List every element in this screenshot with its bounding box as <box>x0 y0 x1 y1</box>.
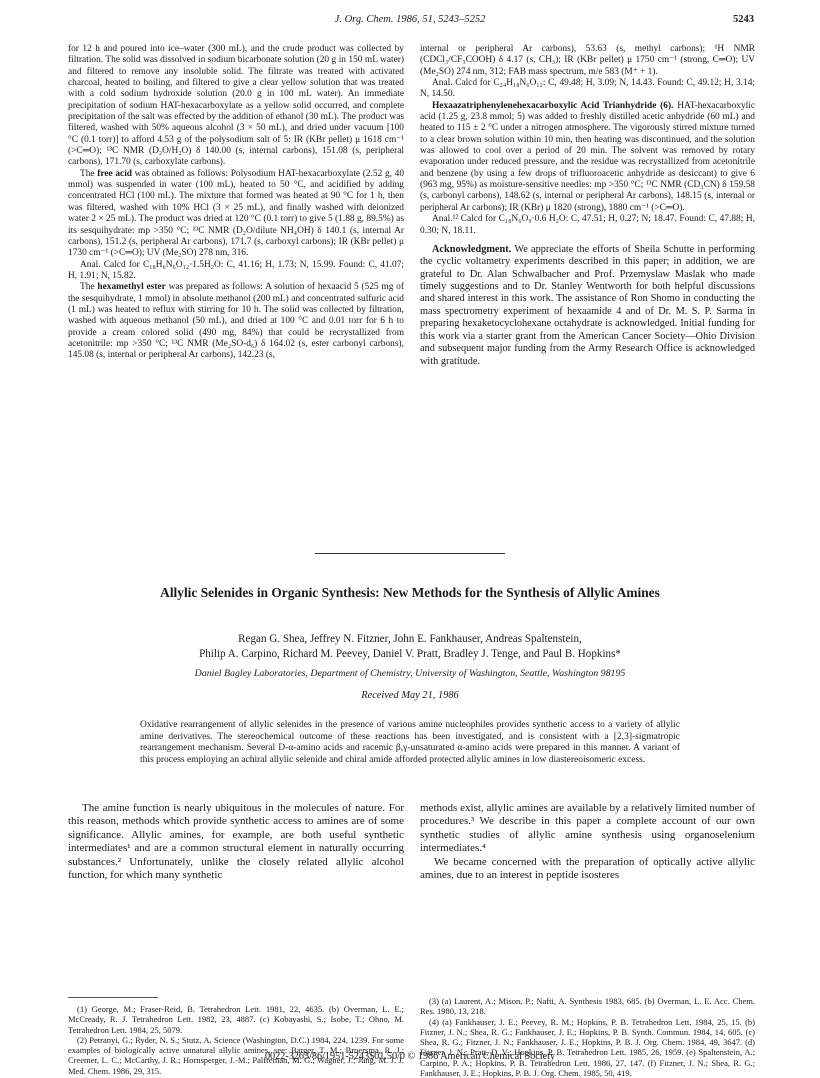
text: was prepared as follows: A solution of hexaacid 5 (525 mg of the sesquihydrate, 1 mmol) in absolute methanol (200 mL) and concentrated sulfuric acid (1 mL) was heated to reflux with stirring for 10 h. The solid was collected by filtration, washed with aqueous methanol (50 mL), and dried at 100 °C and 0.01 torr for 6 h to provide a cream colored solid (490 mg, 84%) that could be recrystallized from acetonitrile: mp >350 °C; ¹³C NMR (Me₂SO-d₆) δ 164.02 (s, ester carbonyl carbons), 145.08 (s, internal or peripheral Ar carbons), 142.23 (s, <box>68 282 404 361</box>
paragraph: for 12 h and poured into ice–water (300 mL), and the crude product was collected by filtration. The solid was dissolved in sodium bicarbonate solution (20 g in 150 mL water) and filtered to remove any insoluble solid. The filtrate was treated with activated charcoal, heated to boiling, and filtered to give a clear yellow solution that was treated with a cold sodium hydroxide solution (20.0 g in 100 mL water). An immediate precipitation of sodium HAT-hexacarboxylate as a yellow solid occurred, and complete precipitation of the salt was effected by the addition of ethanol (30 mL). The product was filtered, washed with 50% aqueous alcohol (3 × 50 mL), and dried under vacuum [100 °C (0.1 torr)] to afford 4.53 g of the polysodium salt of 5: IR (KBr pellet) μ 1618 cm⁻¹ (>C═O); ¹³C NMR (D₂O/H₂O) δ 140.00 (s, internal carbons), 151.08 (s, peripheral carbons), 171.70 (s, carboxylate carbons). <box>68 44 404 168</box>
acknowledgment <box>420 244 755 368</box>
section-divider <box>315 553 505 554</box>
paragraph <box>68 282 404 361</box>
paragraph: We became concerned with the preparation of optically active allylic amines, due to an interest in peptide isosteres <box>420 855 755 882</box>
compound-heading: Hexaazatriphenylenehexacarboxylic Acid Trianhydride (6). <box>432 100 674 111</box>
text: HAT-hexacarboxylic acid (1.25 g, 23.8 mmol; 5) was added to freshly distilled acetic anhydride (60 mL) and heated to 115 ± 2 °C under a nitrogen atmosphere. The vigorously stirred mixture turned to a clear brown solution within 10 min, then heating was discontinued, and the solution was allowed to cool over a period of 20 min. The solvent was removed by rotary evaporation under reduced pressure, and the residue was recrystallized from acetonitrile and benzene (by using a few drops of trifluoroacetic anhydride as desiccant) to give 6 (963 mg, 95%) as moisture-sensitive needles: mp >350 °C; ¹³C NMR (CD₃CN) δ 159.58 (s, carbonyl carbons), 148.62 (s, internal or peripheral Ar carbons), 148.15 (s, internal or peripheral Ar carbons); IR (KBr) μ 1820 (strong), 1880 cm⁻¹ (>C═O). <box>420 100 756 213</box>
text: The <box>80 168 98 179</box>
compound-heading: hexamethyl ester <box>97 282 166 293</box>
compound-heading: free acid <box>97 168 133 179</box>
footnotes-right <box>420 996 755 1078</box>
text: The <box>80 282 98 293</box>
paragraph: Anal. Calcd for C₁₈H₆N₆O₁₂·1.5H₂O: C, 41.16; H, 1.73; N, 15.99. Found: C, 41.07; H, 1.91; N, 15.82. <box>68 259 404 281</box>
page-number: 5243 <box>733 14 754 25</box>
article-title: Allylic Selenides in Organic Synthesis: New Methods for the Synthesis of Allylic Amines <box>160 585 660 600</box>
paragraph: Anal. Calcd for C₂₄H₁₈N₆O₁₂: C, 49.48; H, 3.09; N, 14.43. Found: C, 49.12; H, 3.14; N, 14.50. <box>420 78 755 100</box>
received-date: Received May 21, 1986 <box>361 690 459 701</box>
author-list <box>80 632 740 661</box>
paragraph: internal or peripheral Ar carbons), 53.63 (s, methyl carbons); ¹H NMR (CDCl₃/CF₃COOH) δ 4.17 (s, CH₃); IR (KBr pellet) μ 1750 cm⁻¹ (strong, C═O); UV (Me₂SO) 274 nm, 312; FAB mass spectrum, m/e 583 (M⁺ + 1). <box>420 44 755 77</box>
paragraph: The amine function is nearly ubiquitous in the molecules of nature. For this reason, methods which provide synthetic access to amines are of some significance. Allylic amines, for example, are both useful synthetic intermediates¹ and are a common structural element in naturally occurring substances.² Unfortunately, unlike the closely related allylic alcohol function, for which many synthetic <box>68 802 404 882</box>
footnotes-left <box>68 1004 404 1076</box>
footnote: (3) (a) Laurent, A.; Mison, P.; Nafti, A. Synthesis 1983, 685. (b) Overman, L. E. Acc. Chem. Res. 1980, 13, 218. <box>420 996 755 1017</box>
experimental-left-column <box>68 44 404 362</box>
text: We appreciate the efforts of Sheila Schutte in performing the cyclic voltametry experiments described in this paper; in addition, we are grateful to Dr. Alan Schwalbacher and Prof. Przemyslaw Maslak who made timely suggestions and to Dr. Stanley Wentworth for both helpful discussions and shared interest in this work. The assistance of Ron Shomo in conducting the mass spectrometry experiment of hexaamide 4 and of Dr. M. S. P. Sarma in preparing hexaketocyclohexane octahydrate is acknowledged. Initial funding for this work via a starter grant from the American Cancer Society—Ohio Division and subsequent major funding from the Army Research Office is acknowledged with gratitude. <box>420 243 755 367</box>
paragraph: Anal.¹² Calcd for C₁₈N₆O₉·0.6 H₂O: C, 47.51; H, 0.27; N; 18.47. Found: C, 47.88; H, 0.30; N, 18.11. <box>420 214 755 236</box>
footnote-rule <box>68 997 158 998</box>
paragraph <box>420 101 755 214</box>
text: was obtained as follows: Polysodium HAT-hexacarboxylate (2.52 g, 40 mmol) was suspended in water (100 mL), heated to 50 °C, and acidified by adding concentrated HCl (100 mL). The mixture that formed was heated at 90 °C for 1 h, then was filtered, washed with 10% HCl (3 × 25 mL), and finally washed with deionized water 2 × 25 mL). The product was dried at 120 °C (0.1 torr) to give 5 (1.88 g, 89.5%) as its sesquihydrate: mp >350 °C; ¹³C NMR (D₂O/dilute NH₄OH) δ 140.1 (s, internal Ar carbons), 151.2 (s, peripheral Ar carbons), 171.7 (s, carboxyl carbons); IR (KBr pellet) μ 1730 cm⁻¹ (>C═O); UV (Me₂SO) 278 nm, 316. <box>68 168 405 259</box>
footnote: (4) (a) Fankhauser, J. E.; Peevey, R. M.; Hopkins, P. B. Tetrahedron Lett. 1984, 25, 15. (b) Fitzner, J. N.; Shea, R. G.; Fankhauser, J. E.; Hopkins, P. B. Synth. Commun. 1984, 14, 605. (c) Shea, R. G.; Fitzner, J. N.; Fankhauser, J. E.; Hopkins, P. B. J. Org. Chem. 1984, 49, 3647. (d) Fitzner, J. N.; Pratt, D. V.; Hopkins, P. B. Tetrahedron Lett. 1985, 26, 1959. (e) Spaltenstein, A.; Carpino, P. A.; Hopkins, P. B. Tetrahedron Lett. 1986, 27, 147. (f) Fitzner, J. N.; Shea, R. G.; Fankhauser, J. E.; Hopkins, P. B. J. Org. Chem. 1985, 50, 419. <box>420 1016 755 1078</box>
experimental-right-column <box>420 44 755 368</box>
author-line: Regan G. Shea, Jeffrey N. Fitzner, John E. Fankhauser, Andreas Spaltenstein, <box>238 633 582 645</box>
running-header <box>0 14 820 28</box>
footnote: (2) Petranyi, G.; Ryder, N. S.; Stutz, A. Science (Washington, D.C.) 1984, 224, 1239. For some examples of biologically active unnatural allylic amines, see: Barger, T. M.; Broersma, R. J.; Creemer, L. C.; McCarthy, J. R.; Hornsperger, J.-M.; Palfreman, M. G.; Wagner, J.; Jung, M. J. J. Med. Chem. 1986, 29, 315. <box>68 1034 404 1076</box>
author-line: Philip A. Carpino, Richard M. Peevey, Daniel V. Pratt, Bradley J. Tenge, and Paul B. Hopkins* <box>199 647 621 660</box>
journal-citation: J. Org. Chem. 1986, 51, 5243–5252 <box>334 14 486 25</box>
ack-heading: Acknowledgment. <box>432 243 512 255</box>
intro-left-column <box>68 802 404 883</box>
paragraph <box>68 169 404 260</box>
footnote: (1) George, M.; Fraser-Reid, B. Tetrahedron Lett. 1981, 22, 4635. (b) Overman, L. E.; McCready, R. J. Tetrahedron Lett. 1982, 23, 4887. (c) Kobayashi, S.; Isobe, T.; Ohno, M. Tetrahedron Lett. 1984, 25, 5079. <box>68 1004 404 1035</box>
intro-right-column <box>420 802 755 883</box>
affiliation: Daniel Bagley Laboratories, Department of Chemistry, University of Washington, Seattle, Washington 98195 <box>194 668 626 679</box>
abstract: Oxidative rearrangement of allylic selenides in the presence of various amine nucleophiles provides synthetic access to a variety of allylic amine derivatives. The stereochemical outcome of these reactions has been investigated, and is consistent with a [2,3]-sigmatropic rearrangement mechanism. Several D-α-amino acids and racemic β,γ-unsaturated α-amino acids were prepared in this manner. A variant of this process employing an achiral allylic selenide and chiral amide afforded protected allylic amines in low diastereoisomeric excess. <box>140 720 680 766</box>
paragraph: methods exist, allylic amines are available by a relatively limited number of procedures.³ We describe in this paper a complete account of our own synthetic studies of allylic amine synthesis using organoselenium intermediates.⁴ <box>420 802 755 855</box>
copyright-footer: 0022-3263/86/1951-5243$01.50/0 © 1986 American Chemical Society <box>264 1051 556 1062</box>
